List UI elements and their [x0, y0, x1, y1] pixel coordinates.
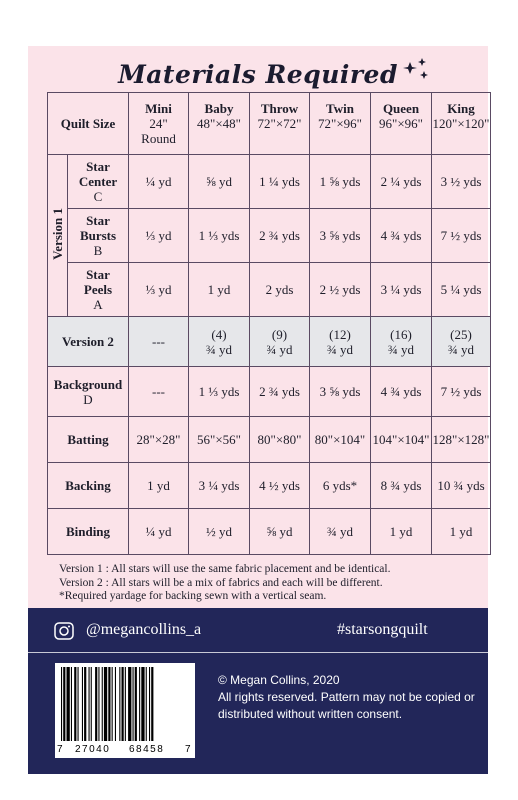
- barcode-bars: [55, 663, 195, 743]
- barcode-bar: [102, 667, 103, 741]
- table-cell: 4 ½ yds: [250, 463, 310, 509]
- barcode: [55, 663, 195, 758]
- copyright-line: © Megan Collins, 2020: [218, 673, 340, 687]
- table-cell: 6 yds*: [310, 463, 371, 509]
- table-cell: 1 yd: [432, 509, 491, 555]
- table-cell: 80"×80": [250, 417, 310, 463]
- table-row: [48, 417, 491, 463]
- barcode-bar: [133, 667, 134, 741]
- table-cell: 3 ¼ yds: [371, 263, 432, 317]
- table-cell: 1 yd: [371, 509, 432, 555]
- barcode-bar: [61, 667, 62, 741]
- barcode-bar: [78, 667, 79, 741]
- table-cell: 2 ¼ yds: [371, 155, 432, 209]
- row-label: Star Center C: [68, 155, 129, 209]
- table-cell: 1 ⅓ yds: [189, 209, 250, 263]
- table-cell: 3 ⅝ yds: [310, 209, 371, 263]
- page-title: Materials Required: [118, 60, 398, 89]
- instagram-handle[interactable]: @megancollins_a: [86, 621, 202, 638]
- table-row: [48, 367, 491, 417]
- table-cell: 1 yd: [189, 263, 250, 317]
- table-cell: ⅝ yd: [189, 155, 250, 209]
- size-header-cell: Baby 48"×48": [189, 93, 250, 155]
- table-row: [48, 155, 491, 209]
- table-cell: 3 ⅝ yds: [310, 367, 371, 417]
- note-line: Version 2 : All stars will be a mix of fabrics and each will be different.: [59, 576, 383, 589]
- barcode-bar: [95, 667, 97, 741]
- table-cell: 8 ¾ yds: [371, 463, 432, 509]
- table-cell: ½ yd: [189, 509, 250, 555]
- row-label: Backing: [48, 463, 129, 509]
- table-cell: 2 ½ yds: [310, 263, 371, 317]
- instagram-icon: [54, 622, 74, 640]
- materials-card: [28, 46, 488, 774]
- barcode-bar: [112, 667, 113, 741]
- notes: [59, 563, 479, 604]
- row-label: Background D: [48, 367, 129, 417]
- barcode-bar: [125, 667, 126, 741]
- size-header-cell: Mini 24" Round: [129, 93, 189, 155]
- barcode-bar: [84, 667, 86, 741]
- barcode-bar: [108, 667, 110, 741]
- table-row: [48, 463, 491, 509]
- table-cell: (4) ¾ yd: [189, 317, 250, 367]
- barcode-bar: [149, 667, 150, 741]
- table-row: [48, 263, 491, 317]
- table-cell: 2 yds: [250, 263, 310, 317]
- table-cell: ---: [129, 317, 189, 367]
- table-cell: 104"×104": [371, 417, 432, 463]
- version2-row: [48, 317, 491, 367]
- barcode-bar: [119, 667, 120, 741]
- sparkle-stars-icon: [400, 56, 432, 82]
- row-label: Star Peels A: [68, 263, 129, 317]
- table-cell: 128"×128": [432, 417, 491, 463]
- table-cell: ¼ yd: [129, 509, 189, 555]
- barcode-bar: [135, 667, 137, 741]
- table-cell: ¼ yd: [129, 155, 189, 209]
- table-cell: 7 ½ yds: [432, 209, 491, 263]
- barcode-bar: [67, 667, 70, 741]
- table-cell: 1 yd: [129, 463, 189, 509]
- size-header-cell: King 120"×120": [432, 93, 491, 155]
- table-cell: 1 ⅝ yds: [310, 155, 371, 209]
- table-cell: 4 ¾ yds: [371, 367, 432, 417]
- row-label: Binding: [48, 509, 129, 555]
- table-cell: (16) ¾ yd: [371, 317, 432, 367]
- table-cell: 5 ¼ yds: [432, 263, 491, 317]
- note-line: *Required yardage for backing sewn with a vertical seam.: [59, 590, 327, 602]
- table-cell: 28"×28": [129, 417, 189, 463]
- barcode-bar: [98, 667, 99, 741]
- table-cell: 56"×56": [189, 417, 250, 463]
- size-header-row: [48, 93, 491, 155]
- row-label: Batting: [48, 417, 129, 463]
- table-cell: ⅝ yd: [250, 509, 310, 555]
- divider: [28, 652, 488, 653]
- table-cell: ¾ yd: [310, 509, 371, 555]
- version1-label: Version 1: [50, 208, 65, 260]
- table-cell: 2 ¾ yds: [250, 367, 310, 417]
- table-cell: 3 ½ yds: [432, 155, 491, 209]
- copyright-block: [218, 672, 478, 723]
- table-cell: 3 ¼ yds: [189, 463, 250, 509]
- barcode-bar: [91, 667, 92, 741]
- barcode-bar: [115, 667, 116, 741]
- barcode-digits: 7 27040 68458 7: [57, 744, 191, 755]
- quilt-size-label: Quilt Size: [48, 93, 129, 155]
- barcode-bar: [151, 667, 153, 741]
- table-row: [48, 509, 491, 555]
- note-line: Version 1 : All stars will use the same fabric placement and be identical.: [59, 563, 391, 575]
- size-header-cell: Queen 96"×96": [371, 93, 432, 155]
- footer-band: [28, 608, 488, 774]
- table-cell: 4 ¾ yds: [371, 209, 432, 263]
- barcode-bar: [104, 667, 107, 741]
- hashtag: #starsongquilt: [337, 621, 428, 638]
- barcode-bar: [128, 667, 131, 741]
- barcode-bar: [63, 667, 65, 741]
- barcode-bar: [141, 667, 144, 741]
- barcode-bar: [139, 667, 140, 741]
- version2-label: Version 2: [48, 317, 129, 367]
- barcode-bar: [71, 667, 72, 741]
- rights-text: All rights reserved. Pattern may not be copied or distributed without written consent.: [218, 690, 475, 721]
- table-cell: ---: [129, 367, 189, 417]
- materials-table: [47, 92, 491, 555]
- barcode-bar: [122, 667, 124, 741]
- table-cell: (9) ¾ yd: [250, 317, 310, 367]
- table-cell: ⅓ yd: [129, 263, 189, 317]
- version1-label-cell: [48, 155, 68, 317]
- table-cell: 10 ¾ yds: [432, 463, 491, 509]
- table-cell: 1 ⅓ yds: [189, 367, 250, 417]
- table-cell: 7 ½ yds: [432, 367, 491, 417]
- table-cell: (25) ¾ yd: [432, 317, 491, 367]
- barcode-bar: [146, 667, 147, 741]
- table-row: [48, 209, 491, 263]
- row-label: Star Bursts B: [68, 209, 129, 263]
- table-cell: ⅓ yd: [129, 209, 189, 263]
- size-header-cell: Twin 72"×96": [310, 93, 371, 155]
- size-header-cell: Throw 72"×72": [250, 93, 310, 155]
- table-cell: 1 ¼ yds: [250, 155, 310, 209]
- table-cell: (12) ¾ yd: [310, 317, 371, 367]
- table-cell: 80"×104": [310, 417, 371, 463]
- barcode-bar: [74, 667, 76, 741]
- barcode-bar: [82, 667, 83, 741]
- barcode-bar: [89, 667, 90, 741]
- table-cell: 2 ¾ yds: [250, 209, 310, 263]
